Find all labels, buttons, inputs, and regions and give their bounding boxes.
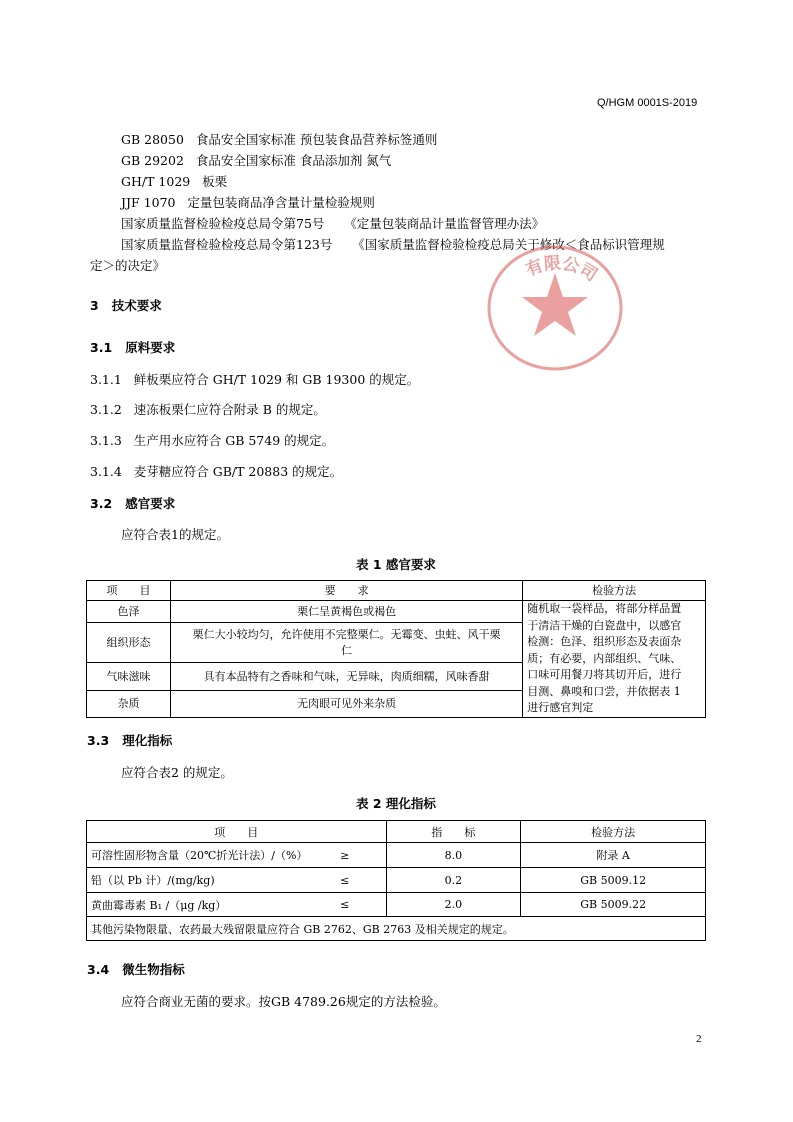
paragraph: 应符合表1的规定。 [121, 527, 229, 542]
method-line: 检测：色泽、组织形态及表面杂 [527, 635, 682, 648]
table-cell: 8.0 [386, 843, 521, 868]
clause-text: 麦芽糖应符合 GB/T 20883 的规定。 [133, 464, 343, 479]
ref-title: 食品安全国家标准 预包装食品营养标签通则 [195, 132, 438, 147]
table-caption: 表 2 理化指标 [356, 796, 436, 811]
section-title: 技术要求 [111, 298, 162, 313]
method-line: 于清洁干燥的白瓷盘中，以感官 [527, 618, 682, 632]
svg-text:有限公司 [523, 253, 601, 285]
sensory-table [86, 580, 706, 718]
ref-title: 定量包装商品净含量计量检验规则 [187, 195, 375, 210]
table-cell: 无肉眼可见外来杂质 [170, 691, 522, 717]
ref-title: 食品安全国家标准 食品添加剂 氮气 [195, 153, 392, 168]
ref-line [121, 214, 544, 232]
table-header: 项 目 [87, 821, 387, 843]
clause-text: 速冻板栗仁应符合附录 B 的规定。 [133, 402, 326, 417]
cell-line: 仁 [341, 643, 353, 657]
ref-title: 板栗 [202, 174, 228, 189]
table-cell: 色泽 [87, 601, 171, 623]
table-header-row [87, 821, 706, 843]
table-header: 项 目 [87, 581, 171, 601]
section-heading [90, 494, 175, 512]
section-title: 感官要求 [125, 496, 176, 511]
clause-text: 鲜板栗应符合 GH/T 1029 和 GB 19300 的规定。 [133, 372, 420, 387]
table-cell: 杂质 [87, 691, 171, 717]
ref-line [121, 151, 391, 169]
table-cell: GB 5009.12 [521, 868, 706, 893]
company-stamp [485, 243, 625, 373]
clause-number: 3.1.4 [90, 464, 122, 479]
section-number: 3.4 [87, 962, 110, 977]
table-note-row [87, 917, 706, 941]
ref-title-cont: 定＞的决定》 [90, 258, 166, 273]
table-cell: 黄曲霉毒素 B₁ /（μg /kg） [87, 893, 337, 917]
table-cell: GB 5009.22 [521, 893, 706, 917]
ref-code: 国家质量监督检验检疫总局令第75号 [121, 216, 325, 231]
method-line: 口味可用餐刀将其切开后，进行 [527, 668, 682, 681]
clause-number: 3.1.1 [90, 372, 122, 387]
table-cell [170, 623, 522, 663]
table-header: 要 求 [170, 581, 522, 601]
section-title: 原料要求 [125, 340, 176, 355]
physicochemical-table [86, 820, 706, 941]
section-heading [90, 338, 175, 356]
stamp-text: 有限公司 [522, 253, 601, 286]
method-line: 进行感官判定 [527, 701, 594, 714]
cell-line: 栗仁大小较均匀，允许使用不完整栗仁。无霉变、虫蛀、风干栗 [192, 627, 501, 641]
clause-text: 生产用水应符合 GB 5749 的规定。 [133, 433, 335, 448]
inspection-method-cell [523, 601, 706, 718]
section-heading [87, 960, 185, 978]
ref-line [121, 193, 375, 211]
table-header: 检验方法 [523, 581, 706, 601]
clause-number: 3.1.2 [90, 402, 122, 417]
table-header-row [87, 581, 706, 601]
clause-number: 3.1.3 [90, 433, 122, 448]
table-row [87, 601, 706, 623]
table-cell: 具有本品特有之香味和气味，无异味，肉质细糯，风味香甜 [170, 663, 522, 691]
doc-code: Q/HGM 0001S-2019 [597, 97, 698, 109]
table-note: 其他污染物限量、农药最大残留限量应符合 GB 2762、GB 2763 及相关规定的规定。 [87, 917, 706, 941]
section-title: 微生物指标 [122, 962, 185, 977]
section-number: 3.2 [90, 496, 113, 511]
table-cell: 0.2 [386, 868, 521, 893]
operator-cell: ≥ [336, 843, 386, 868]
page-number: 2 [696, 1033, 702, 1045]
ref-line [121, 172, 227, 190]
clause [90, 400, 326, 418]
table-cell: 可溶性固形物含量（20℃折光计法）/（%） [87, 843, 337, 868]
ref-title: 《国家质量监督检验检疫总局关于修改＜食品标识管理规 [352, 237, 665, 252]
table-cell: 栗仁呈黄褐色或褐色 [170, 601, 522, 623]
operator-cell: ≤ [336, 893, 386, 917]
clause [90, 370, 419, 388]
section-heading [87, 731, 172, 749]
operator-cell: ≤ [336, 868, 386, 893]
paragraph: 应符合表2 的规定。 [121, 765, 233, 780]
table-header: 检验方法 [521, 821, 706, 843]
table-row [87, 893, 706, 917]
paragraph: 应符合商业无菌的要求。按GB 4789.26规定的方法检验。 [121, 994, 446, 1009]
table-header: 指 标 [386, 821, 521, 843]
section-heading [90, 296, 162, 314]
section-number: 3.1 [90, 340, 113, 355]
ref-code: GB 28050 [121, 132, 184, 147]
table-caption: 表 1 感官要求 [356, 557, 436, 572]
ref-title: 《定量包装商品计量监督管理办法》 [344, 216, 545, 231]
ref-code: GH/T 1029 [121, 174, 191, 189]
table-row [87, 843, 706, 868]
ref-code: 国家质量监督检验检疫总局令第123号 [121, 237, 333, 252]
table-cell: 组织形态 [87, 623, 171, 663]
ref-code: JJF 1070 [121, 195, 176, 210]
clause [90, 431, 334, 449]
ref-line [121, 130, 437, 148]
section-number: 3 [90, 298, 99, 313]
clause [90, 462, 342, 480]
section-number: 3.3 [87, 733, 110, 748]
table-cell: 气味滋味 [87, 663, 171, 691]
table-row [87, 868, 706, 893]
table-cell: 附录 A [521, 843, 706, 868]
method-line: 质；有必要，内部组织、气味、 [527, 651, 682, 665]
ref-code: GB 29202 [121, 153, 184, 168]
section-title: 理化指标 [122, 733, 173, 748]
method-line: 随机取一袋样品，将部分样品置 [527, 602, 682, 615]
table-cell: 2.0 [386, 893, 521, 917]
table-cell: 铅（以 Pb 计）/(mg/kg) [87, 868, 337, 893]
method-line: 目测、鼻嗅和口尝，并依据表 1 [527, 684, 681, 698]
